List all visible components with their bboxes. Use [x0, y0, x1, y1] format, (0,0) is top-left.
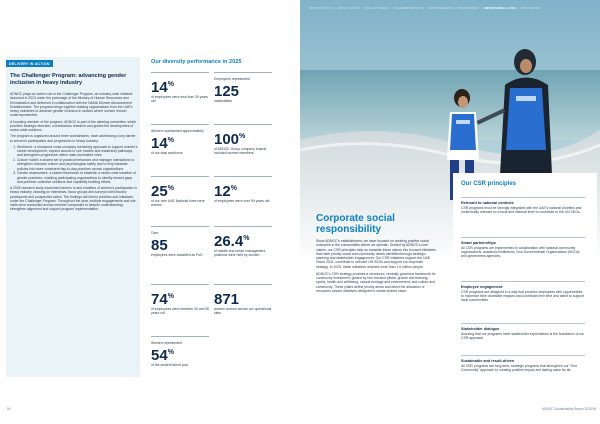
- stat-number: 74%: [151, 290, 174, 308]
- stat-card: [151, 336, 211, 367]
- divider: [461, 197, 585, 198]
- principles-title: Our CSR principles: [461, 181, 517, 187]
- principle-item: [461, 355, 585, 372]
- case-paragraph: The program is organized around three workstreams, each addressing a key barrier to women’s participation and progression in heavy industry:: [10, 134, 136, 143]
- stat-card: [151, 284, 211, 315]
- principle-item: [461, 323, 585, 340]
- page-number-left: 94: [7, 407, 11, 411]
- stat-number: 100%: [214, 130, 246, 148]
- divider: [151, 226, 209, 227]
- stat-card: [151, 72, 211, 103]
- principle-text: CSR programs must be strongly integrated with the UAE’s national priorities and contextually relevant on a local and national level to contribute to the UN SDGs.: [461, 205, 582, 214]
- nav-item[interactable]: OUR APPROACH: [364, 6, 390, 10]
- nav-item[interactable]: DECARBONIZATION: [394, 6, 425, 10]
- stat-desc: of ADNOC Group company boards included women members: [214, 146, 267, 155]
- nav-item[interactable]: ENVIRONMENTAL STEWARDSHIP: [429, 6, 480, 10]
- stat-desc: of employees were less than 30 years old: [151, 94, 208, 103]
- stat-card: [151, 226, 211, 257]
- stat-card: [214, 176, 274, 203]
- list-item: 2. Culture toolkit: a shared set of practical behaviors and manager interactions to strengthen inclusive culture and psychological safety and to help translate policies into more consistent day-to-day practices across organizations.: [17, 158, 138, 171]
- right-page: [300, 0, 600, 424]
- divider: [214, 226, 272, 227]
- stat-card: [151, 176, 211, 207]
- diversity-title: Our diversity performance in 2025: [151, 59, 242, 65]
- delivery-tag: DELIVERY IN ACTION: [6, 60, 53, 67]
- nav-item[interactable]: INTRODUCTION: [309, 6, 333, 10]
- stat-number: 54%: [151, 346, 174, 364]
- nav-item-active[interactable]: EMPOWERING LIVES: [483, 6, 516, 10]
- divider: [151, 124, 209, 125]
- nav-item[interactable]: ABOUT ADNOC: [337, 6, 361, 10]
- divider: [461, 281, 585, 282]
- principle-item: [461, 237, 585, 258]
- stat-card: [214, 284, 274, 315]
- divider: [151, 284, 209, 285]
- stat-lead: Employees represented: [214, 76, 250, 81]
- principle-title: Stakeholder dialogue: [461, 326, 500, 331]
- csr-title: Corporate social responsibility: [316, 213, 395, 235]
- divider: [214, 284, 272, 285]
- csr-principles-panel: [453, 173, 597, 409]
- principle-item: [461, 281, 585, 302]
- stat-desc: of our total workforce: [151, 150, 183, 155]
- stat-desc: employees were classified as PoD: [151, 252, 203, 257]
- case-paragraph: ADNOC plays an active role in the Challenger Program, an industry-wide initiative launched in 2023 under the patronage of the Ministry of Human Resources and Emiratization and delivered in collaboration with the NAMA Women Advancement Establishment. The program brings together leading organizations from the UAE’s heavy industries to advance gender inclusion in sectors where women remain underrepresented.: [10, 92, 133, 118]
- case-paragraph: A founding member of the program, ADNOC is part of the steering committee, which provides strategic direction, commissions research and guides the development of sector-wide solutions.: [10, 119, 137, 132]
- stat-desc: of middle and senior management positions were held by women: [214, 248, 266, 257]
- principle-title: Relevant to national contexts: [461, 200, 514, 205]
- divider: [214, 72, 272, 73]
- stat-number: 14%: [151, 78, 174, 96]
- stat-lead: Women represented approximately: [151, 128, 204, 133]
- csr-body: [316, 239, 436, 296]
- stat-number: 14%: [151, 134, 174, 152]
- stat-card: [214, 72, 274, 103]
- principle-item: [461, 197, 585, 214]
- principle-title: Sustainable and result-driven: [461, 358, 515, 363]
- stat-desc: women worked across our operational sites: [214, 306, 272, 315]
- stat-desc: nationalities: [214, 98, 232, 103]
- divider: [151, 176, 209, 177]
- case-study-title: The Challenger Program: advancing gender inclusion in heavy industry: [10, 73, 127, 86]
- csr-paragraph: ADNOC’s CSR strategy provides a structured, centrally governed framework for community investment, guided by four focused pillars: growth and learning; sports, health and wellbeing; natural heritage and environment; and culture and community. These pillars define priority areas and direct the allocation of resources toward initiatives designed to create shared value.: [316, 271, 436, 293]
- stat-lead: Over: [151, 230, 159, 235]
- stat-number: 26.4%: [214, 232, 250, 250]
- principle-text: CSR programs are designed in a way that provides employees with opportunities to maximize their charitable impacts and contribute their time and talent to support local communities.: [461, 289, 585, 302]
- stat-card: [151, 124, 211, 155]
- divider: [214, 124, 272, 125]
- stat-lead: Women represented: [151, 340, 182, 345]
- stat-card: [214, 124, 274, 155]
- stat-desc: of employees were over 50 years old: [214, 198, 270, 203]
- stat-card: [214, 226, 274, 257]
- principle-text: All CSR programs are long-term, strategic programs that strengthen our “One Community” approach to creating positive impact and lasting value for all.: [461, 363, 578, 372]
- stat-desc: of our new UAE National hires were women: [151, 198, 205, 207]
- stat-desc: of employees were between 30 and 50 years old: [151, 306, 210, 315]
- csr-paragraph: Since ADNOC’s establishment, we have focused on creating positive social outcomes in the communities where we operate. Guided by ADNOC’s core values, our CSR principles help us translate these values into focused initiatives that meet priority social and community needs identified through strategic planning and stakeholder engagement. Our CSR initiatives support the UAE Vision 2031, contribute to relevant UN SDGs and support our corporate strategy. In 2025, these initiatives reached more than 1.6 million people.: [316, 239, 436, 269]
- stat-number: 85: [151, 236, 168, 254]
- divider: [461, 355, 585, 356]
- list-item: 1. Workforce: a structured cross-company mentoring approach to support women’s career development, expand access to role models and leadership pathways, and strengthen progression within male-dominated roles.: [17, 145, 138, 158]
- divider: [151, 336, 209, 337]
- stat-number: 25%: [151, 182, 174, 200]
- divider: [151, 72, 209, 73]
- principle-text: Assuring that our programs meet stakeholder expectations is the foundation of our CSR approach.: [461, 331, 585, 340]
- stat-number: 871: [214, 290, 240, 308]
- case-study-body: [10, 92, 138, 214]
- case-paragraph: A 2025 research study examined barriers to and enablers of women’s participation in heavy industry, drawing on interviews, focus groups and surveys with industry participants and prospective talent. The findings will inform priorities and initiatives under the Challenger Program. Throughout the year, multiple engagements and site visits were conducted across member companies to deepen understanding, strengthen alignment and support program implementation.: [10, 186, 137, 212]
- divider: [214, 176, 272, 177]
- divider: [461, 323, 585, 324]
- stat-number: 125: [214, 82, 240, 100]
- stat-number: 12%: [214, 182, 237, 200]
- principle-title: Smart partnerships: [461, 240, 496, 245]
- nav-item[interactable]: APPENDICES: [520, 6, 541, 10]
- section-nav: INTRODUCTION | ABOUT ADNOC | OUR APPROACH | DECARBONIZATION | ENVIRONMENTAL STEWARDSHIP | EMPOWERING LIVES | APPENDICES: [309, 6, 541, 10]
- list-item: 3. Gender assessment: a shared framework to establish a sector-wide baseline of gender practices, enabling participating organizations to identify shared gaps and prioritize collective solutions and capability building efforts.: [17, 171, 138, 184]
- page-number-right: ADNOC Sustainability Report 2025 95: [542, 407, 597, 411]
- stat-desc: of the student talent pool: [151, 362, 189, 367]
- principle-text: All CSR programs are implemented in collaboration with national community organizations, academic institutions, Non-Governmental Organizations (NGOs) and government agencies.: [461, 245, 580, 258]
- workstream-list: [10, 145, 138, 184]
- principle-title: Employee engagement: [461, 284, 503, 289]
- divider: [461, 237, 585, 238]
